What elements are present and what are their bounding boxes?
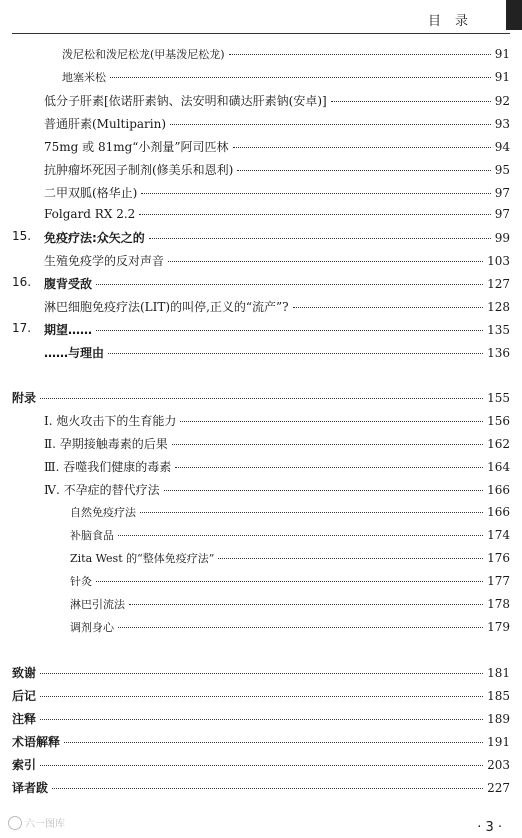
chapter-number: 17.: [12, 321, 32, 335]
toc-leader: [218, 549, 483, 559]
toc-entry[interactable]: [44, 458, 510, 478]
toc-entry-title: Zita West 的“整体免疫疗法”: [70, 552, 215, 565]
toc-entry[interactable]: [44, 115, 510, 135]
toc-entry-page: 135: [487, 323, 510, 337]
toc-entry-title: 注释: [12, 712, 37, 726]
toc-leader: [331, 92, 491, 102]
toc-entry-title: 普通肝素(Multiparin): [44, 117, 167, 131]
toc-leader: [229, 45, 491, 55]
toc-entry-title: Ⅲ. 吞噬我们健康的毒素: [44, 460, 172, 474]
toc-section[interactable]: [12, 710, 510, 730]
toc-entry-page: 99: [494, 231, 510, 245]
toc-entry[interactable]: [44, 412, 510, 432]
toc-entry[interactable]: [70, 573, 510, 593]
watermark-logo-icon: [8, 816, 22, 830]
toc-leader: [110, 68, 491, 78]
toc-entry-title: ……与理由: [44, 346, 105, 360]
chapter-number: 16.: [12, 275, 32, 289]
toc-leader: [40, 756, 483, 766]
toc-entry-title: 调剂身心: [70, 621, 114, 634]
toc-leader: [96, 275, 483, 285]
toc-entry-page: 174: [487, 528, 510, 542]
toc-entry[interactable]: [44, 435, 510, 455]
toc-leader: [96, 572, 483, 582]
toc-leader: [118, 526, 483, 536]
toc-entry-title: 索引: [12, 758, 37, 772]
toc-section[interactable]: [12, 733, 510, 753]
toc-leader: [180, 412, 483, 422]
toc-entry[interactable]: [62, 46, 510, 66]
toc-entry-title: 后记: [12, 689, 37, 703]
toc-leader: [170, 115, 491, 125]
toc-leader: [129, 595, 483, 605]
toc-entry-page: 128: [487, 300, 510, 314]
toc-leader: [40, 710, 483, 720]
toc-entry-title: 免疫疗法:众矢之的: [44, 231, 145, 245]
toc-leader: [168, 252, 483, 262]
toc-leader: [96, 321, 483, 331]
toc-entry[interactable]: [44, 92, 510, 112]
toc-leader: [118, 618, 483, 628]
toc-leader: [172, 435, 483, 445]
toc-entry-page: 178: [487, 597, 510, 611]
toc-entry-page: 97: [494, 186, 510, 200]
toc-entry-title: 术语解释: [12, 735, 61, 749]
toc-entry[interactable]: [70, 504, 510, 524]
toc-section[interactable]: [12, 687, 510, 707]
toc-entry-page: 166: [487, 505, 510, 519]
toc-entry[interactable]: [62, 69, 510, 89]
watermark-text: 六一图库: [25, 819, 65, 830]
toc-chapter[interactable]: [44, 344, 510, 364]
toc-leader: [64, 733, 483, 743]
toc-entry-title: 低分子肝素[依诺肝素钠、法安明和磺达肝素钠(安卓)]: [44, 94, 327, 108]
page-number: · 3 ·: [477, 820, 502, 835]
toc-leader: [52, 779, 483, 789]
toc-entry-page: 91: [494, 70, 510, 84]
toc-entry-page: 156: [487, 414, 510, 428]
toc-entry-page: 103: [487, 254, 510, 268]
toc-entry-title: Ⅰ. 炮火攻击下的生育能力: [44, 414, 177, 428]
toc-chapter[interactable]: [44, 229, 510, 249]
toc-leader: [149, 229, 491, 239]
toc-leader: [175, 458, 483, 468]
toc-leader: [140, 503, 483, 513]
toc-leader: [108, 344, 483, 354]
toc-entry-title: Folgard RX 2.2: [44, 207, 136, 221]
toc-entry-page: 185: [487, 689, 510, 703]
toc-section-appendix[interactable]: [12, 389, 510, 409]
toc-entry-title: 地塞米松: [62, 71, 106, 84]
toc-entry-page: 176: [487, 551, 510, 565]
toc-entry-title: 淋巴细胞免疫疗法(LIT)的叫停,正义的“流产”?: [44, 300, 289, 314]
toc-section[interactable]: [12, 756, 510, 776]
toc-leader: [40, 687, 483, 697]
toc-entry-title: 致谢: [12, 666, 37, 680]
toc-entry-page: 162: [487, 437, 510, 451]
toc-chapter[interactable]: [44, 275, 510, 295]
toc-entry-title: 补脑食品: [70, 529, 114, 542]
toc-entry[interactable]: [70, 550, 510, 570]
toc-entry-title: 自然免疫疗法: [70, 506, 136, 519]
toc-entry-title: Ⅱ. 孕期接触毒素的后果: [44, 437, 168, 451]
header-title: 目录: [427, 14, 482, 29]
toc-entry-title: 腹背受敌: [44, 277, 93, 291]
toc-entry[interactable]: [70, 527, 510, 547]
toc-entry-title: 译者跋: [12, 781, 49, 795]
toc-entry-page: 92: [494, 94, 510, 108]
toc-entry-page: 203: [487, 758, 510, 772]
toc-entry-page: 166: [487, 483, 510, 497]
toc-entry-page: 179: [487, 620, 510, 634]
toc-entry[interactable]: [44, 481, 510, 501]
toc-leader: [40, 664, 483, 674]
toc-entry-title: 抗肿瘤坏死因子制剂(修美乐和恩利): [44, 163, 234, 177]
toc-entry-title: 泼尼松和泼尼松龙(甲基泼尼松龙): [62, 48, 225, 61]
toc-entry[interactable]: [44, 138, 510, 158]
toc-leader: [233, 138, 491, 148]
toc-section[interactable]: [12, 779, 510, 799]
toc-entry-page: 177: [487, 574, 510, 588]
toc-section[interactable]: [12, 664, 510, 684]
toc-leader: [237, 161, 490, 171]
toc-entry-title: 75mg 或 81mg“小剂量”阿司匹林: [44, 140, 229, 154]
toc-entry-page: 91: [494, 47, 510, 61]
toc-entry-page: 97: [494, 207, 510, 221]
toc-leader: [139, 205, 490, 215]
toc-leader: [293, 298, 483, 308]
toc-leader: [141, 184, 490, 194]
toc-entry-title: 生殖免疫学的反对声音: [44, 254, 165, 268]
toc-entry-title: 期望……: [44, 323, 93, 337]
chapter-number: 15.: [12, 229, 32, 243]
toc-entry-page: 181: [487, 666, 510, 680]
toc-entry-page: 189: [487, 712, 510, 726]
toc-entry-page: 191: [487, 735, 510, 749]
toc-entry-page: 155: [487, 391, 510, 405]
toc-entry[interactable]: [70, 619, 510, 639]
toc-entry[interactable]: [44, 207, 510, 227]
watermark: [8, 815, 65, 830]
toc-entry-title: Ⅳ. 不孕症的替代疗法: [44, 483, 160, 497]
toc-entry[interactable]: [44, 298, 510, 318]
toc-chapter[interactable]: [44, 321, 510, 341]
toc-entry-page: 127: [487, 277, 510, 291]
toc-entry-page: 95: [494, 163, 510, 177]
toc-entry[interactable]: [44, 161, 510, 181]
toc-entry-page: 94: [494, 140, 510, 154]
toc-entry[interactable]: [44, 252, 510, 272]
toc-entry-page: 93: [494, 117, 510, 131]
toc-leader: [164, 481, 483, 491]
toc-entry-title: 针灸: [70, 575, 92, 588]
toc-entry-title: 二甲双胍(格华止): [44, 186, 138, 200]
toc-entry-title: 淋巴引流法: [70, 598, 125, 611]
toc-entry[interactable]: [44, 184, 510, 204]
toc-leader: [40, 389, 483, 399]
toc-entry[interactable]: [70, 596, 510, 616]
toc-entry-page: 164: [487, 460, 510, 474]
toc-entry-page: 136: [487, 346, 510, 360]
toc-entry-page: 227: [487, 781, 510, 795]
toc-entry-title: 附录: [12, 391, 37, 405]
